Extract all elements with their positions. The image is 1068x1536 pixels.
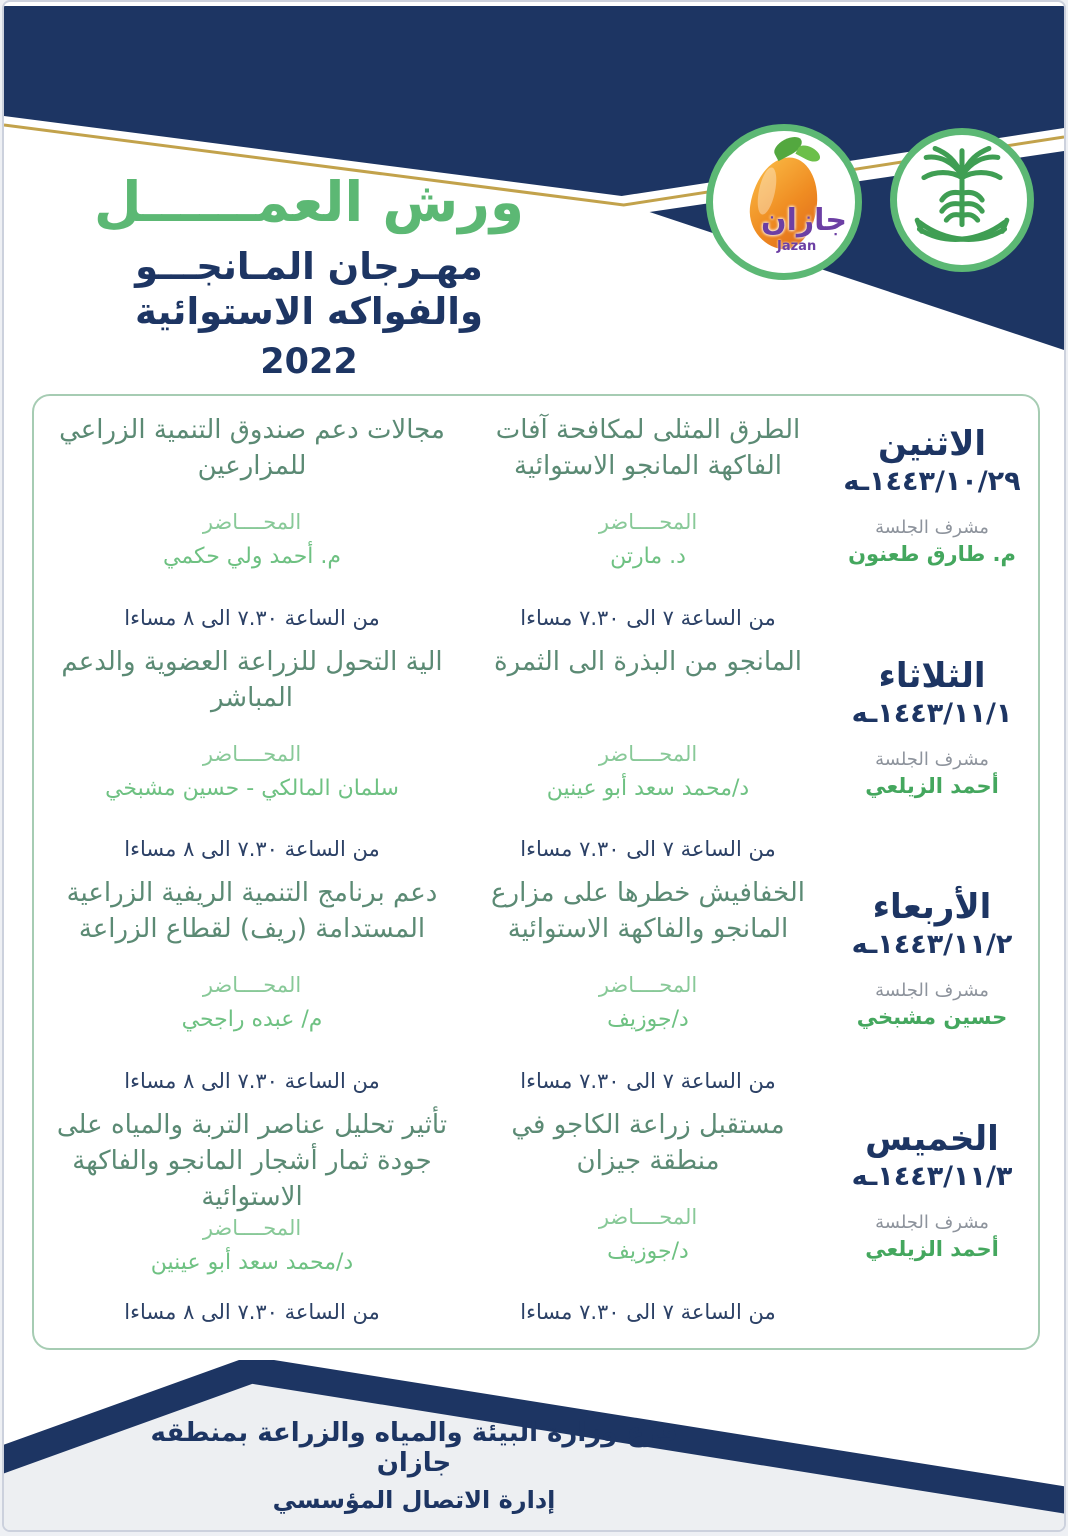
jazan-festival-logo	[706, 124, 862, 280]
day-card-monday	[836, 408, 1028, 640]
lecturer-name: سلمان المالكي - حسين مشبخي	[105, 775, 399, 801]
supervisor-name: أحمد الزيلعي	[865, 1236, 999, 1261]
lecturer-label: المحــــاضر	[598, 1204, 698, 1229]
day-card-wednesday	[836, 871, 1028, 1103]
day-date: ١٤٤٣/١٠/٢٩ـه	[843, 466, 1021, 497]
session-time: من الساعة ٧.٣٠ الى ٨ مساءا	[124, 837, 380, 861]
session-time: من الساعة ٧.٣٠ الى ٨ مساءا	[124, 605, 380, 630]
day-card-tuesday	[836, 640, 1028, 872]
day-card-thursday	[836, 1103, 1028, 1335]
title-block	[52, 170, 566, 382]
day-name: الاثنين	[877, 424, 987, 464]
session-time: من الساعة ٧.٣٠ الى ٨ مساءا	[124, 1300, 380, 1324]
workshop-title: تأثير تحليل عناصر التربة والمياه على جودة ثمار أشجار المانجو والفاكهة الاستوائية	[56, 1109, 448, 1213]
lecturer-name: د. مارتن	[610, 544, 686, 569]
festival-year: 2022	[260, 342, 358, 383]
lecturer-label: المحــــاضر	[598, 973, 698, 997]
festival-subtitle	[52, 244, 566, 334]
workshop-title: مجالات دعم صندوق التنمية الزراعي للمزارعين	[59, 415, 445, 482]
supervisor-label: مشرف الجلسة	[875, 517, 989, 538]
day-name: الخميس	[865, 1118, 999, 1159]
day-date: ١٤٤٣/١١/١ـه	[851, 697, 1013, 729]
workshop-card	[464, 640, 832, 872]
supervisor-name: حسين مشبخي	[856, 1005, 1008, 1029]
day-name: الأربعاء	[872, 887, 992, 927]
session-time: من الساعة ٧.٣٠ الى ٨ مساءا	[124, 1068, 380, 1093]
supervisor-name: م. طارق طعنون	[848, 542, 1016, 566]
lecturer-name: د/جوزيف	[607, 1238, 689, 1264]
poster-page	[2, 0, 1066, 1532]
session-time: من الساعة ٧ الى ٧.٣٠ مساءا	[520, 1068, 776, 1093]
session-time: من الساعة ٧ الى ٧.٣٠ مساءا	[520, 605, 776, 630]
lecturer-label: المحــــاضر	[598, 510, 698, 534]
workshop-card	[44, 408, 460, 640]
workshop-title: المانجو من البذرة الى الثمرة	[494, 646, 802, 677]
workshop-card	[464, 408, 832, 640]
workshop-title: دعم برنامج التنمية الريفية الزراعية المستدامة (ريف) لقطاع الزراعة	[66, 878, 438, 945]
page-title: ورش العمــــــل	[93, 170, 525, 234]
lecturer-name: م/ عبده راجحي	[181, 1007, 323, 1032]
day-date: ١٤٤٣/١١/٢ـه	[851, 929, 1013, 960]
palm-and-swords-icon	[906, 144, 1018, 256]
session-time: من الساعة ٧ الى ٧.٣٠ مساءا	[520, 1300, 776, 1324]
schedule-grid	[32, 394, 1040, 1350]
supervisor-label: مشرف الجلسة	[875, 980, 989, 1001]
workshop-card	[44, 640, 460, 872]
ministry-logo	[890, 128, 1034, 272]
workshop-title: مستقبل زراعة الكاجو في منطقة جيزان	[511, 1109, 785, 1176]
lecturer-name: د/جوزيف	[607, 1007, 689, 1032]
workshop-title: الية التحول للزراعة العضوية والدعم المباشر	[61, 646, 443, 713]
jazan-logo-arabic-label: جازان	[761, 203, 848, 238]
workshop-card	[464, 1103, 832, 1335]
workshop-card	[44, 1103, 460, 1335]
lecturer-label: المحــــاضر	[202, 973, 302, 997]
lecturer-name: د/محمد سعد أبو عينين	[546, 775, 750, 801]
lecturer-label: المحــــاضر	[202, 1215, 302, 1240]
lecturer-name: م. أحمد ولي حكمي	[162, 544, 342, 569]
supervisor-label: مشرف الجلسة	[875, 748, 989, 770]
lecturer-label: المحــــاضر	[202, 741, 302, 766]
lecturer-label: المحــــاضر	[202, 510, 302, 534]
day-name: الثلاثاء	[878, 655, 986, 696]
subtitle-line-2: والفواكه الاستوائية	[135, 290, 483, 334]
session-time: من الساعة ٧ الى ٧.٣٠ مساءا	[520, 837, 776, 861]
lecturer-label: المحــــاضر	[598, 741, 698, 766]
supervisor-name: أحمد الزيلعي	[865, 773, 999, 798]
day-date: ١٤٤٣/١١/٣ـه	[851, 1160, 1013, 1192]
workshop-card	[464, 871, 832, 1103]
lecturer-name: د/محمد سعد أبو عينين	[150, 1249, 354, 1275]
supervisor-label: مشرف الجلسة	[875, 1211, 989, 1233]
footer-department-line: فرع وزارة البيئة والمياه والزراعة بمنطقه جازان	[150, 1418, 678, 1478]
footer-unit-line: إدارة الاتصال المؤسسي	[272, 1486, 556, 1514]
workshop-card	[44, 871, 460, 1103]
subtitle-line-1: مهـرجان المـانجـــو	[135, 245, 483, 288]
workshop-title: الخفافيش خطرها على مزارع المانجو والفاكهة الاستوائية	[491, 878, 805, 945]
workshop-title: الطرق المثلى لمكافحة آفات الفاكهة المانجو الاستوائية	[495, 415, 801, 482]
footer-text	[114, 1418, 714, 1514]
jazan-logo-english-label: Jazan	[777, 239, 817, 254]
